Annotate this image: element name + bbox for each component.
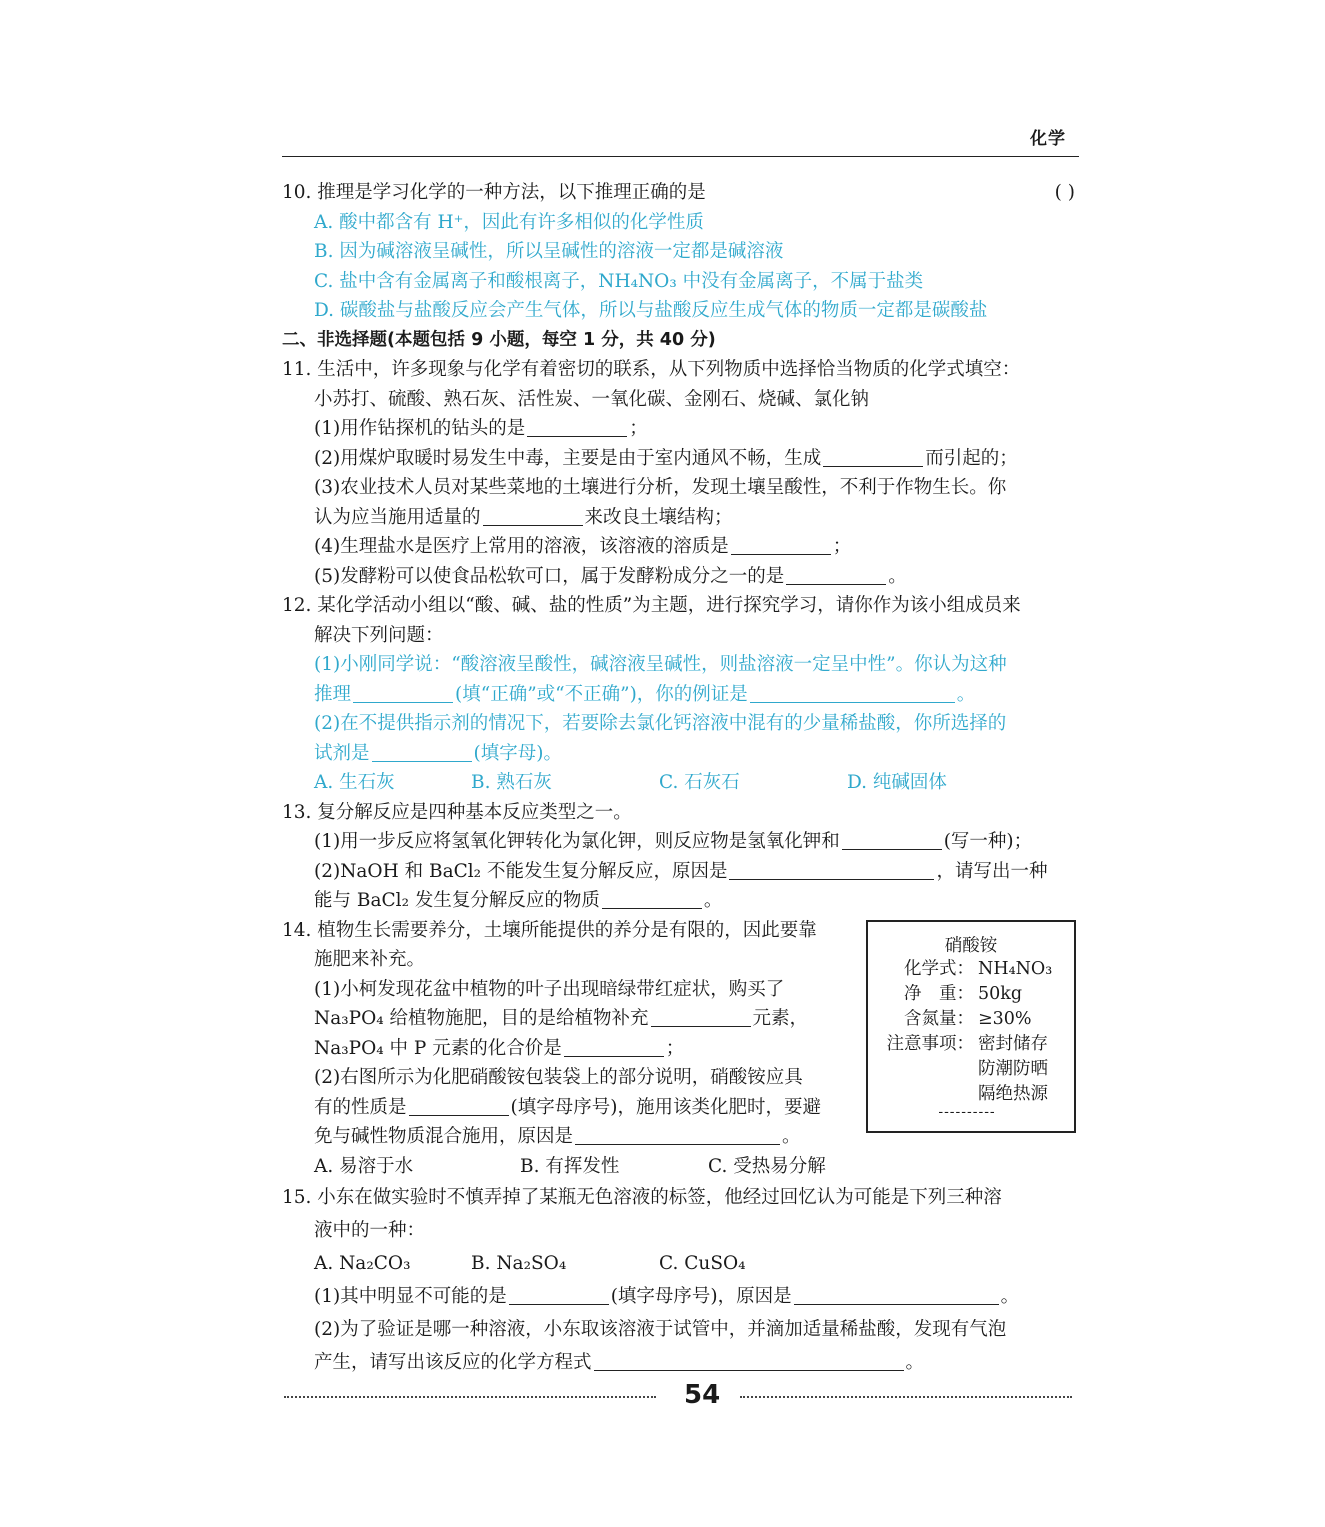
q11-part4 bbox=[282, 532, 1079, 562]
nitrogen-value: ≥30% bbox=[978, 1009, 1032, 1029]
q15-part1-end: 。 bbox=[1000, 1286, 1020, 1307]
q13-part2-text: (2)NaOH 和 BaCl₂ 不能发生复分解反应，原因是 bbox=[314, 860, 728, 882]
q11-part3-line2 bbox=[282, 503, 1079, 533]
q11-part3-line1: (3)农业技术人员对某些菜地的土壤进行分析，发现土壤呈酸性，不利于作物生长。你 bbox=[314, 477, 1007, 498]
q14-blank-1[interactable] bbox=[651, 1006, 751, 1027]
q15-blank-3[interactable] bbox=[594, 1350, 904, 1371]
q11-substances: 小苏打、硫酸、熟石灰、活性炭、一氧化碳、金刚石、烧碱、氯化钠 bbox=[314, 388, 870, 410]
q12-option-d: D. 纯碱固体 bbox=[847, 772, 947, 793]
fertilizer-notes-row-2 bbox=[868, 1057, 1074, 1082]
q11-part1-text: (1)用作钻探机的钻头的是 bbox=[314, 418, 526, 439]
header-rule bbox=[282, 156, 1079, 157]
q12-blank-1[interactable] bbox=[353, 682, 453, 703]
q11-part5-text: (5)发酵粉可以使食品松软可口，属于发酵粉成分之一的是 bbox=[314, 565, 785, 587]
q14-part1-line2 bbox=[282, 1004, 867, 1034]
q12-part2-line2 bbox=[282, 739, 1079, 769]
q12-part1-line1: (1)小刚同学说：“酸溶液呈酸性，碱溶液呈碱性，则盐溶液一定呈中性”。你认为这种 bbox=[314, 654, 1007, 675]
q11-part5-end: 。 bbox=[888, 565, 907, 587]
q14-part1-text: Na₃PO₄ 给植物施肥，目的是给植物补充 bbox=[314, 1008, 649, 1029]
q11-blank-2[interactable] bbox=[823, 446, 923, 467]
q12-stem-cont: 解决下列问题： bbox=[314, 624, 444, 646]
q14-option-a: A. 易溶于水 bbox=[314, 1155, 414, 1177]
q12-option-b: B. 熟石灰 bbox=[471, 772, 552, 793]
fertilizer-label-title: 硝酸铵 bbox=[944, 936, 998, 956]
weight-key: 净 重： bbox=[904, 984, 974, 1004]
notes-value-2: 防潮防晒 bbox=[978, 1059, 1048, 1079]
q13-part2-end: 。 bbox=[703, 890, 723, 911]
q11-stem: 11. 生活中，许多现象与化学有着密切的联系，从下列物质中选择恰当物质的化学式填空： bbox=[282, 359, 1021, 380]
q13-part2-line2 bbox=[282, 886, 1079, 916]
q13-part2-mid: ，请写出一种 bbox=[936, 860, 1048, 882]
footer-dotted-rule-left bbox=[284, 1396, 656, 1398]
q13-blank-3[interactable] bbox=[602, 888, 702, 909]
q10-stem bbox=[282, 178, 1079, 208]
fertilizer-nitrogen-row bbox=[868, 1007, 1074, 1032]
fertilizer-formula-row bbox=[868, 957, 1074, 982]
q10-option-b: B. 因为碱溶液呈碱性，所以呈碱性的溶液一定都是碱溶液 bbox=[314, 241, 784, 262]
formula-value: NH₄NO₃ bbox=[978, 959, 1053, 979]
q10-option-a: A. 酸中都含有 H⁺，因此有许多相似的化学性质 bbox=[314, 211, 704, 233]
q14-part1-line1: (1)小柯发现花盆中植物的叶子出现暗绿带红症状，购买了 bbox=[314, 978, 785, 1000]
notes-value-1: 密封储存 bbox=[978, 1034, 1048, 1054]
q12-part2-text: 试剂是 bbox=[314, 742, 370, 764]
q11-blank-3[interactable] bbox=[483, 505, 583, 526]
notes-key: 注意事项： bbox=[886, 1034, 974, 1054]
q13-blank-1[interactable] bbox=[842, 829, 942, 850]
q15-part2-end: 。 bbox=[905, 1352, 925, 1373]
page-number: 54 bbox=[684, 1380, 721, 1410]
fertilizer-label-dashes: ---------- bbox=[938, 1104, 996, 1120]
q15-blank-1[interactable] bbox=[509, 1284, 609, 1305]
q15-option-b: B. Na₂SO₄ bbox=[471, 1253, 567, 1274]
q13-stem: 13. 复分解反应是四种基本反应类型之一。 bbox=[282, 801, 632, 823]
q14-part2-text: 有的性质是 bbox=[314, 1096, 407, 1118]
subject-label: 化学 bbox=[1030, 129, 1066, 149]
footer-dotted-rule-right bbox=[740, 1396, 1072, 1398]
q10-stem-text: 10. 推理是学习化学的一种方法，以下推理正确的是 bbox=[282, 182, 706, 203]
q11-part2-end: 而引起的； bbox=[925, 447, 1018, 469]
q13-part2-text2: 能与 BaCl₂ 发生复分解反应的物质 bbox=[314, 890, 600, 911]
q15-part1-mid: (填字母序号)，原因是 bbox=[610, 1286, 792, 1307]
q14-blank-2[interactable] bbox=[564, 1036, 664, 1057]
fertilizer-notes-row bbox=[868, 1032, 1074, 1057]
q14-part2-line2 bbox=[282, 1093, 867, 1123]
q11-part2-text: (2)用煤炉取暖时易发生中毒，主要是由于室内通风不畅，生成 bbox=[314, 447, 822, 469]
q15-part2-text: 产生，请写出该反应的化学方程式 bbox=[314, 1352, 592, 1373]
q14-part1-line3 bbox=[282, 1034, 867, 1064]
q13-part1-end: (写一种)； bbox=[943, 831, 1033, 852]
q15-blank-2[interactable] bbox=[794, 1284, 999, 1305]
q12-blank-3[interactable] bbox=[372, 741, 472, 762]
q14-part2-end: 。 bbox=[782, 1126, 801, 1147]
q15-part1 bbox=[282, 1280, 1079, 1313]
fertilizer-label-box bbox=[866, 920, 1076, 1133]
q10-answer-bracket: ( ) bbox=[1054, 182, 1075, 203]
q13-blank-2[interactable] bbox=[729, 859, 934, 880]
q15-part2-line2 bbox=[282, 1346, 1079, 1379]
q14-part2-line1: (2)右图所示为化肥硝酸铵包装袋上的部分说明，硝酸铵应具 bbox=[314, 1067, 803, 1088]
q12-part2-line1: (2)在不提供指示剂的情况下，若要除去氯化钙溶液中混有的少量稀盐酸，你所选择的 bbox=[314, 713, 1007, 734]
q14-stem-cont: 施肥来补充。 bbox=[314, 949, 426, 970]
q13-part2-line1 bbox=[282, 857, 1079, 887]
q15-stem: 15. 小东在做实验时不慎弄掉了某瓶无色溶液的标签，他经过回忆认为可能是下列三种溶 bbox=[282, 1187, 1002, 1208]
q14-option-b: B. 有挥发性 bbox=[520, 1155, 620, 1177]
q11-part4-end: ； bbox=[832, 536, 852, 557]
q11-part3-end: 来改良土壤结构； bbox=[584, 506, 733, 528]
q14-options bbox=[282, 1152, 867, 1182]
notes-value-3: 隔绝热源 bbox=[978, 1084, 1048, 1104]
q11-blank-1[interactable] bbox=[527, 416, 627, 437]
q11-part5 bbox=[282, 562, 1079, 592]
q12-blank-2[interactable] bbox=[750, 682, 955, 703]
q12-part1-line2 bbox=[282, 680, 1079, 710]
q12-part1-text: 推理 bbox=[314, 683, 352, 705]
weight-value: 50kg bbox=[978, 984, 1023, 1004]
q12-part1-mid: (填“正确”或“不正确”)，你的例证是 bbox=[455, 683, 748, 705]
fertilizer-weight-row bbox=[868, 982, 1074, 1007]
q11-blank-4[interactable] bbox=[731, 534, 831, 555]
q14-part2-text2: 免与碱性物质混合施用，原因是 bbox=[314, 1126, 574, 1147]
q15-part2-line1: (2)为了验证是哪一种溶液，小东取该溶液于试管中，并滴加适量稀盐酸，发现有气泡 bbox=[314, 1319, 1007, 1340]
q15-option-c: C. CuSO₄ bbox=[659, 1253, 746, 1274]
q14-stem: 14. 植物生长需要养分，土壤所能提供的养分是有限的，因此要靠 bbox=[282, 919, 817, 941]
q15-part1-text: (1)其中明显不可能的是 bbox=[314, 1286, 507, 1307]
q13-part1-text: (1)用一步反应将氢氧化钾转化为氯化钾，则反应物是氢氧化钾和 bbox=[314, 831, 840, 852]
q15-stem-cont: 液中的一种： bbox=[314, 1220, 426, 1241]
q11-part1-end: ； bbox=[629, 418, 648, 439]
q12-options bbox=[282, 768, 1079, 798]
q12-option-a: A. 生石灰 bbox=[314, 772, 395, 793]
q15-options bbox=[282, 1247, 1079, 1280]
q11-part1 bbox=[282, 414, 1079, 444]
q10-option-c: C. 盐中含有金属离子和酸根离子，NH₄NO₃ 中没有金属离子，不属于盐类 bbox=[314, 270, 924, 292]
q12-part1-end: 。 bbox=[956, 683, 976, 705]
fertilizer-notes-row-3 bbox=[868, 1082, 1074, 1107]
q13-part1 bbox=[282, 827, 1079, 857]
q11-part2 bbox=[282, 444, 1079, 474]
q15-option-a: A. Na₂CO₃ bbox=[314, 1253, 411, 1274]
q14-part1-mid: 元素， bbox=[752, 1008, 809, 1029]
q11-part3-text: 认为应当施用适量的 bbox=[314, 506, 481, 528]
q14-part2-mid: (填字母序号)，施用该类化肥时，要避 bbox=[510, 1096, 821, 1118]
section2-title: 二、非选择题(本题包括 9 小题，每空 1 分，共 40 分) bbox=[282, 329, 716, 350]
q14-part1-end: ； bbox=[665, 1037, 685, 1059]
q14-option-c: C. 受热易分解 bbox=[708, 1155, 826, 1177]
q12-option-c: C. 石灰石 bbox=[659, 772, 740, 793]
q14-part1-text2: Na₃PO₄ 中 P 元素的化合价是 bbox=[314, 1037, 562, 1059]
q14-blank-3[interactable] bbox=[409, 1095, 509, 1116]
q11-blank-5[interactable] bbox=[786, 564, 886, 585]
q11-part4-text: (4)生理盐水是医疗上常用的溶液，该溶液的溶质是 bbox=[314, 536, 729, 557]
q10-option-d: D. 碳酸盐与盐酸反应会产生气体，所以与盐酸反应生成气体的物质一定都是碳酸盐 bbox=[314, 300, 988, 321]
q12-stem: 12. 某化学活动小组以“酸、碱、盐的性质”为主题，进行探究学习，请你作为该小组成员来 bbox=[282, 595, 1021, 616]
q14-text-column bbox=[282, 916, 867, 1182]
q14-part2-line3 bbox=[282, 1122, 867, 1152]
formula-key: 化学式： bbox=[904, 959, 974, 979]
q14-blank-4[interactable] bbox=[575, 1124, 780, 1145]
page-content bbox=[282, 178, 1079, 1379]
nitrogen-key: 含氮量： bbox=[904, 1009, 974, 1029]
q12-part2-end: (填字母)。 bbox=[473, 742, 562, 764]
